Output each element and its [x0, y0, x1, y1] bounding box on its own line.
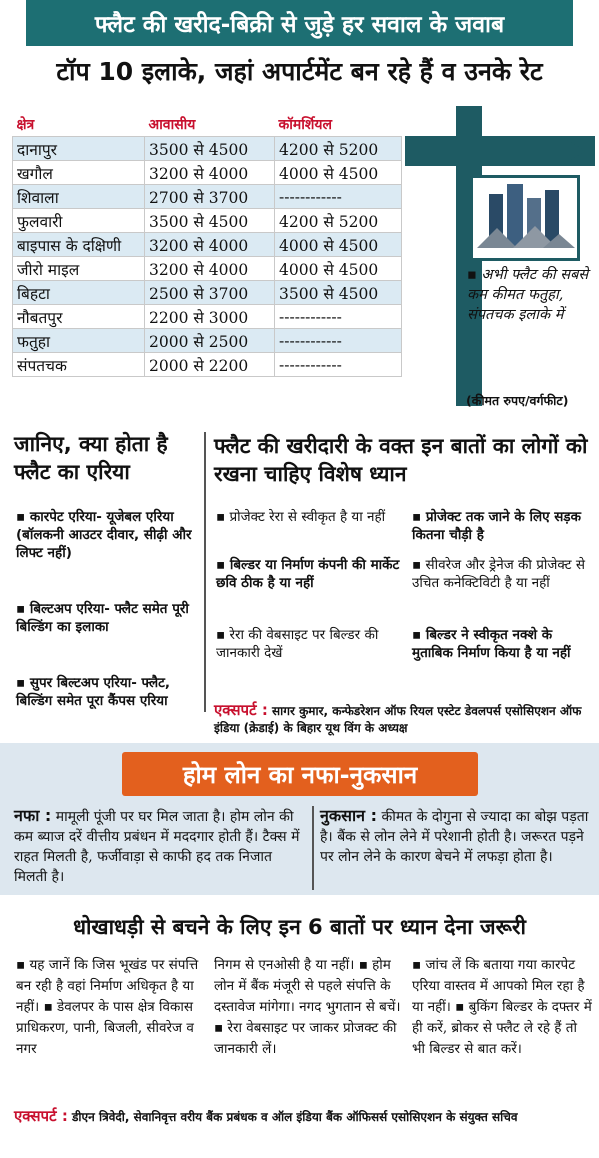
cell-residential: 3200 से 4000 [145, 161, 275, 185]
cell-commercial: 4000 से 4500 [275, 233, 402, 257]
table-row [13, 305, 402, 329]
area-item-superbuiltup: ▪ सुपर बिल्टअप एरिया- फ्लैट, बिल्डिंग समेत पूरा कैंपस एरिया [16, 675, 171, 709]
cell-area: दानापुर [13, 137, 145, 161]
fraud-expert-text: डीएन त्रिवेदी, सेवानिवृत्त वरीय बैंक प्रबंधक व ऑल इंडिया बैंक ऑफिसर्स एसोसिएशन के संयुक्त सचिव [72, 1110, 518, 1124]
cell-residential: 3500 से 4500 [145, 137, 275, 161]
area-item-carpet: ▪ कारपेट एरिया- यूजेबल एरिया (बॉलकनी आउटर दीवार, सीढ़ी और लिफ्ट नहीं) [16, 509, 192, 561]
table-row [13, 281, 402, 305]
table-row [13, 161, 402, 185]
loan-divider [312, 806, 314, 890]
cell-area: संपतचक [13, 353, 145, 377]
cell-residential: 2200 से 3000 [145, 305, 275, 329]
section-divider [204, 432, 206, 712]
cell-commercial: ------------ [275, 329, 402, 353]
price-unit: (कीमत रुपए/वर्गफीट) [466, 393, 569, 408]
rates-subheader: टॉप 10 इलाके, जहां अपार्टमेंट बन रहे हैं व उनके रेट [56, 57, 543, 86]
cell-residential: 2700 से 3700 [145, 185, 275, 209]
table-row [13, 233, 402, 257]
tips-title: फ्लैट की खरीदारी के वक्त इन बातों का लोगों को रखना चाहिए विशेष ध्यान [214, 434, 588, 486]
loan-benefit-text: मामूली पूंजी पर घर मिल जाता है। होम लोन की कम ब्याज दरें वीत्तीय प्रबंधन में मददगार होती हैं। टैक्स में राहत मिलती है, फर्जीवाड़ा से काफी हद तक निजात मिलती है। [14, 809, 300, 885]
cell-residential: 2500 से 3700 [145, 281, 275, 305]
buildings-icon [470, 175, 580, 261]
tip-road-width: ▪ प्रोजेक्ट तक जाने के लिए सड़क कितना चौड़ी है [412, 509, 581, 543]
cell-area: बिहटा [13, 281, 145, 305]
fraud-expert [14, 1108, 589, 1126]
cell-commercial: 4000 से 4500 [275, 257, 402, 281]
table-row [13, 353, 402, 377]
lowest-price-note: ▪ अभी फ्लैट की सबसे कम कीमत फतुहा, संपतचक इलाके में [467, 267, 589, 323]
col-commercial: कॉमर्शियल [278, 116, 333, 133]
loan-loss-text: कीमत के दोगुना से ज्यादा का बोझ पड़ता है। बैंक से लोन लेने में परेशानी होती है। जरूरत पड़ने पर लोन लेने के कारण बेचने में लफड़ा होता है। [320, 809, 589, 865]
rates-table [12, 112, 402, 377]
col-residential: आवासीय [148, 116, 196, 133]
cell-area: नौबतपुर [13, 305, 145, 329]
cell-commercial: 4200 से 5200 [275, 137, 402, 161]
cell-residential: 3200 से 4000 [145, 233, 275, 257]
cell-commercial: 4200 से 5200 [275, 209, 402, 233]
cell-area: बाइपास के दक्षिणी [13, 233, 145, 257]
area-item-builtup: ▪ बिल्टअप एरिया- फ्लैट समेत पूरी बिल्डिंग का इलाका [16, 601, 189, 635]
cell-residential: 2000 से 2500 [145, 329, 275, 353]
cell-area: खगौल [13, 161, 145, 185]
area-title: जानिए, क्या होता है फ्लैट का एरिया [14, 432, 168, 484]
fraud-col-1: ▪ यह जानें कि जिस भूखंड पर संपत्ति बन रही है वहां निर्माण अधिकृत है या नहीं। ▪ डेवलपर के पास क्षेत्र विकास प्राधिकरण, पानी, बिजली, सीवरेज व नगर [16, 957, 199, 1057]
tip-builder-image: ▪ बिल्डर या निर्माण कंपनी की मार्केट छवि ठीक है या नहीं [216, 557, 400, 591]
tips-expert [214, 702, 596, 737]
signpost-arrow [560, 136, 586, 166]
table-row [13, 257, 402, 281]
table-row [13, 185, 402, 209]
cell-commercial: ------------ [275, 185, 402, 209]
cell-commercial: 4000 से 4500 [275, 161, 402, 185]
cell-commercial: ------------ [275, 305, 402, 329]
fraud-col-3: ▪ जांच लें कि बताया गया कारपेट एरिया वास्तव में आपको मिल रहा है या नहीं। ▪ बुकिंग बिल्डर के दफ्तर में ही करें, ब्रोकर से फ्लैट ले रहे हैं तो भी बिल्डर से बात करें। [412, 957, 592, 1057]
loan-loss-label: नुकसान : [320, 806, 377, 825]
cell-residential: 2000 से 2200 [145, 353, 275, 377]
table-row [13, 209, 402, 233]
cell-area: फुलवारी [13, 209, 145, 233]
tips-expert-label: एक्सपर्ट : [214, 701, 268, 719]
cell-area: जीरो माइल [13, 257, 145, 281]
fraud-expert-label: एक्सपर्ट : [14, 1107, 68, 1125]
loan-loss [320, 806, 592, 867]
table-header-row [13, 112, 402, 137]
tips-expert-text: सागर कुमार, कन्फेडरेशन ऑफ रियल एस्टेट डेवलपर्स एसोसिएशन ऑफ इंडिया (क्रेडाई) के बिहार यूथ विंग के अध्यक्ष [214, 704, 582, 735]
tip-rera-approved: ▪ प्रोजेक्ट रेरा से स्वीकृत है या नहीं [216, 509, 386, 525]
fraud-col-2: निगम से एनओसी है या नहीं। ▪ होम लोन में बैंक मंजूरी से पहले संपत्ति के दस्तावेज मांगेगा। नगद भुगतान से बचें। ▪ रेरा वेबसाइट पर जाकर प्रोजक्ट की जानकारी लें। [214, 957, 401, 1057]
cell-area: शिवाला [13, 185, 145, 209]
page-header: फ्लैट की खरीद-बिक्री से जुड़े हर सवाल के जवाब [26, 0, 573, 46]
home-loan-title: होम लोन का नफा-नुकसान [122, 752, 478, 796]
cell-commercial: 3500 से 4500 [275, 281, 402, 305]
cell-area: फतुहा [13, 329, 145, 353]
tip-rera-website: ▪ रेरा की वेबसाइट पर बिल्डर की जानकारी देखें [216, 627, 379, 661]
tip-approved-map: ▪ बिल्डर ने स्वीकृत नक्शे के मुताबिक निर्माण किया है या नहीं [412, 627, 571, 661]
loan-benefit-label: नफा : [14, 806, 52, 825]
fraud-title: धोखाधड़ी से बचने के लिए इन 6 बातों पर ध्यान देना जरूरी [73, 915, 526, 939]
table-row [13, 137, 402, 161]
loan-benefit [14, 806, 306, 887]
table-row [13, 329, 402, 353]
tip-sewerage: ▪ सीवरेज और ड्रेनेज की प्रोजेक्ट से उचित कनेक्टिविटी है या नहीं [412, 557, 585, 591]
cell-residential: 3500 से 4500 [145, 209, 275, 233]
cell-residential: 3200 से 4000 [145, 257, 275, 281]
col-area: क्षेत्र [16, 116, 35, 133]
cell-commercial: ------------ [275, 353, 402, 377]
